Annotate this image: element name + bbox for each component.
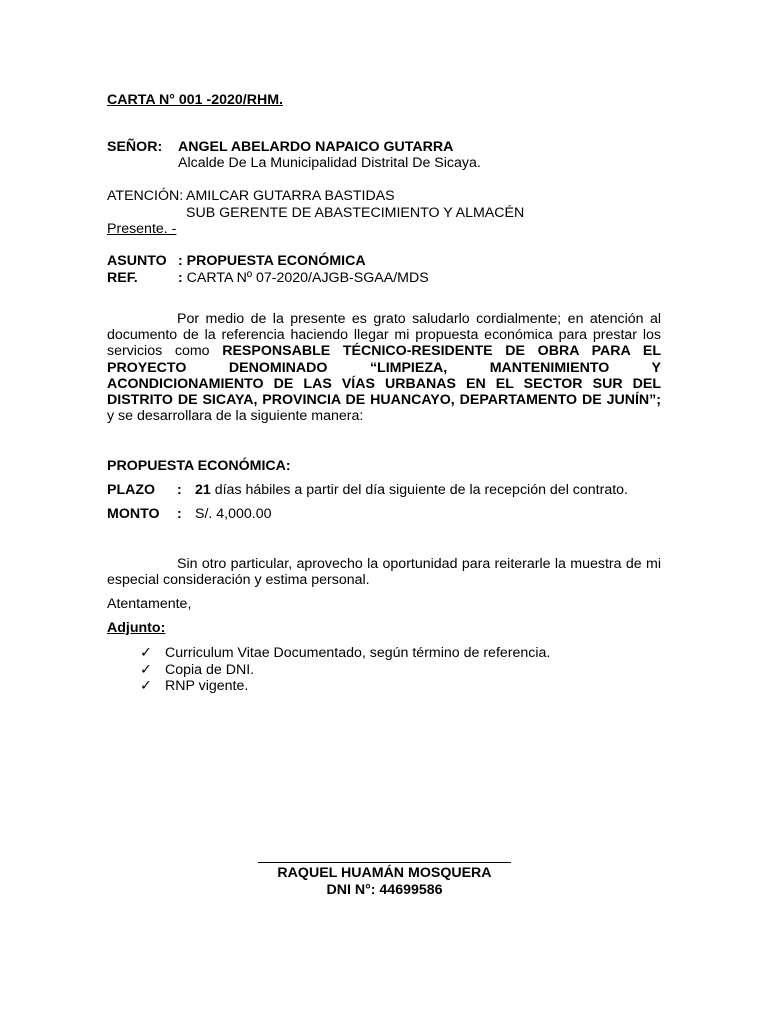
plazo-days: 21 <box>195 482 211 498</box>
attachments-heading: Adjunto: <box>107 620 166 636</box>
subject-label: ASUNTO <box>107 253 167 269</box>
monto-value: S/. 4,000.00 <box>195 506 272 522</box>
check-mark-icon: ✓ <box>140 645 152 661</box>
list-item <box>140 678 550 695</box>
recipient-name: ANGEL ABELARDO NAPAICO GUTARRA <box>178 139 454 155</box>
attachment-text: Curriculum Vitae Documentado, según término de referencia. <box>165 645 551 661</box>
attachment-text: RNP vigente. <box>165 678 249 694</box>
attention-title: SUB GERENTE DE ABASTECIMIENTO Y ALMACÉN <box>186 205 525 221</box>
proposal-heading: PROPUESTA ECONÓMICA: <box>107 458 291 474</box>
signer-dni: DNI N°: 44699586 <box>326 882 443 898</box>
plazo-value <box>195 482 628 499</box>
body-text-end: y se desarrollara de la siguiente manera: <box>107 408 364 425</box>
plazo-text: días hábiles a partir del día siguiente de la recepción del contrato. <box>210 482 628 498</box>
closing-paragraph <box>107 556 661 588</box>
signer-name: RAQUEL HUAMÁN MOSQUERA <box>277 865 492 881</box>
letter-number: CARTA N° 001 -2020/RHM. <box>107 92 283 108</box>
subject-value: : PROPUESTA ECONÓMICA <box>178 253 366 269</box>
body-paragraph <box>107 311 661 424</box>
recipient-label: SEÑOR: <box>107 139 163 155</box>
presente-text: Presente. - <box>107 221 177 237</box>
attachments-list <box>140 645 550 695</box>
farewell-text: Atentamente, <box>107 596 192 612</box>
body-text-project: RESPONSABLE TÉCNICO-RESIDENTE DE OBRA PARA EL PROYECTO DENOMINADO “LIMPIEZA, MANTENIMIENTO Y ACONDICIONAMIENTO DE LAS VÍAS URBANAS EN EL SECTOR SUR DEL DISTRITO DE SICAYA, PROVINCIA DE HUANCAYO, DEPARTAMENTO DE JUNÍN”; <box>107 343 661 409</box>
attachment-text: Copia de DNI. <box>165 661 255 678</box>
attention-label: ATENCIÓN: <box>107 188 184 204</box>
reference-colon: : <box>178 270 183 286</box>
reference-line <box>178 270 429 287</box>
reference-label: REF. <box>107 270 138 286</box>
signature-line <box>258 862 511 863</box>
body-text-intro: Por medio de la presente es grato saludarlo cordialmente; en atención al documento de la referencia haciendo llegar mi propuesta económica para prestar los servicios como <box>107 311 661 360</box>
check-mark-icon: ✓ <box>140 678 152 694</box>
monto-colon: : <box>177 506 182 522</box>
check-mark-icon: ✓ <box>140 661 152 678</box>
list-item <box>140 645 550 662</box>
plazo-label: PLAZO <box>107 482 156 498</box>
reference-value: CARTA Nº 07-2020/AJGB-SGAA/MDS <box>182 270 429 286</box>
list-item <box>140 662 550 679</box>
attention-name: AMILCAR GUTARRA BASTIDAS <box>186 188 395 204</box>
monto-label: MONTO <box>107 506 160 522</box>
plazo-colon: : <box>177 482 182 498</box>
closing-text: Sin otro particular, aprovecho la oportunidad para reiterarle la muestra de mi especial consideración y estima personal. <box>107 556 661 589</box>
recipient-title: Alcalde De La Municipalidad Distrital De Sicaya. <box>178 155 481 171</box>
